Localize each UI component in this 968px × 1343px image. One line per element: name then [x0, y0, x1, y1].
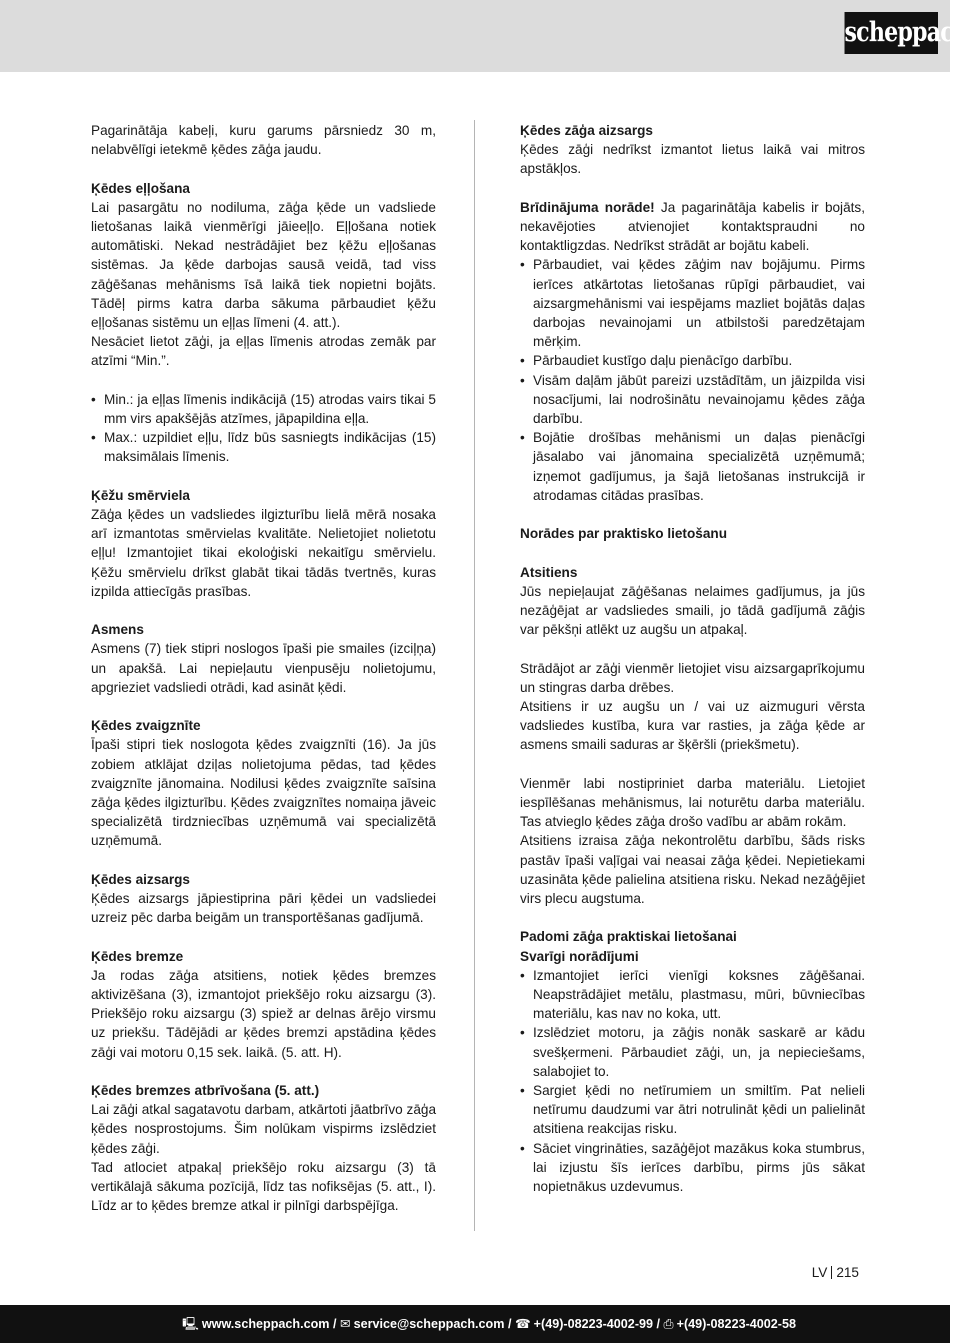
section-title-blade: Asmens — [91, 622, 144, 638]
list-item: • Max.: uzpildiet eļļu, līdz būs sasniegts indikācijas (15) maksimālais līmenis. — [91, 428, 436, 466]
envelope-icon: ✉ — [340, 1317, 351, 1331]
footer-separator: / — [329, 1317, 340, 1331]
list-item: • Visām daļām jābūt pareizi uzstādītām, un jāizpilda visi nosacījumi, lai nodrošinātu nevainojamu ķēdes zāģa darbību. — [520, 371, 865, 429]
footer-fax: +(49)-08223-4002-58 — [676, 1317, 796, 1331]
list-item: • Pārbaudiet, vai ķēdes zāģim nav bojājumu. Pirms ierīces atkārtotas lietošanas rūpīgi pārbaudiet, vai aizsargmehānismi vai iespējams mazliet bojātās daļas darbojas nevainojami un atbilstoši paredzētajam mērķim. — [520, 255, 865, 351]
kickback-text-2: Strādājot ar zāģi vienmēr lietojiet visu aizsargaprīkojumu un stingras darba drēbes. — [520, 660, 865, 695]
header-bar — [0, 0, 968, 72]
section-title-sprocket: Ķēdes zvaigznīte — [91, 718, 201, 734]
chain-lubrication-text: Lai pasargātu no nodiluma, zāģa ķēde un vadsliede lietošanas laikā vienmērīgi jāieeļļo. Eļļošana notiek automātiski. Nekad nestrādājiet bez ķēžu eļļošanas sistēmas. Ja ķēde darbojas sausā veidā, tad viss zāģēšanas mehānisms īsā laikā tiek nopietni bojāts. Tādēļ pirms katra darba sākuma pārbaudiet ķēžu eļļošanas sistēmu un eļļas līmeni (4. att.). — [91, 199, 436, 331]
section-title-chain-lubricant: Ķēžu smērviela — [91, 487, 190, 503]
footer-website[interactable]: www.scheppach.com — [201, 1317, 330, 1331]
scheppach-logo: scheppach — [845, 12, 938, 54]
list-item: • Izslēdziet motoru, ja zāģis nonāk saskarē ar kādu svešķermeni. Pārbaudiet zāģi, un, ja nepieciešams, salabojiet to. — [520, 1023, 865, 1081]
tips-list — [520, 966, 865, 1196]
sprocket-text: Īpaši stipri tiek noslogota ķēdes zvaigznīti (16). Ja jūs zobiem atklājat dziļas nolietojuma pēdas, tad ķēdes zvaigznīte jānomaina. Nodilusi ķēdes zvaigznīte saīsina zāģa ķēdes ilgizturību. Ķēdes zvaigznītes nomaiņa jāveic specializētā tirdzniecības uzņēmumā vai specializētā uzņēmumā. — [91, 737, 436, 849]
section-title-brake-release: Ķēdes bremzes atbrīvošana (5. att.) — [91, 1083, 320, 1099]
list-item: • Min.: ja eļļas līmenis indikācijā (15) atrodas vairs tikai 5 mm virs apakšējās atzīmes, jāpapildina eļļa. — [91, 390, 436, 428]
chain-lubrication-text-2: Nesāciet lietot zāģi, ja eļļas līmenis atrodas zemāk par atzīmi “Min.”. — [91, 334, 436, 369]
oil-level-list — [91, 390, 436, 467]
chainsaw-guard-text: Ķēdes zāģi nedrīkst izmantot lietus laikā vai mitros apstākļos. — [520, 142, 865, 177]
column-divider — [474, 120, 475, 1231]
list-item: • Bojātie drošības mehānismi un daļas pienācīgi jāsalabo vai jānomaina specializētā uzņēmumā; izņemot gadījumus, ja šajā lietošanas instrukcijā ir atrodamas citādas prasības. — [520, 428, 865, 505]
footer-bar — [0, 1305, 950, 1343]
section-subtitle-important: Svarīgi norādījumi — [520, 948, 639, 964]
list-item: • Izmantojiet ierīci vienīgi koksnes zāģēšanai. Neapstrādājiet metālu, plastmasu, mūri, būvniecības materiālu, kas nav no koka, utt. — [520, 966, 865, 1024]
section-title-tips: Padomi zāģa praktiskai lietošanai — [520, 929, 737, 945]
chain-brake-text: Ja rodas zāģa atsitiens, notiek ķēdes bremzes aktivizēšana (3), izmantojot priekšējo roku aizsargu (3). Priekšējo roku aizsargu (3) spiež ar delnas ārējo virsmu uz priekšu. Tādējādi ar ķēdes bremzi apstādina ķēdes zāģi vai motoru 0,15 sek. laikā. (5. att. H). — [91, 967, 436, 1060]
page-number — [812, 1265, 859, 1280]
list-item: • Sargiet ķēdi no netīrumiem un smiltīm. Pat nelieli netīrumu daudzumi var ātri notrulināt ķēdi un palielināt atsitiena reakcijas risku. — [520, 1081, 865, 1139]
chain-lubricant-text: Zāģa ķēdes un vadsliedes ilgizturību lielā mērā nosaka arī izmantotas smērvielas kvalitāte. Nelietojiet nolietotu eļļu! Izmantojiet tikai ekoloģiski nekaitīgu smērvielu. Ķēžu smērvielu drīkst glabāt tikai tādās tvertnēs, kuras izpilda attiecīgās prasības. — [91, 507, 436, 599]
kickback-text-1: Jūs nepieļaujat zāģēšanas nelaimes gadījumus, ja jūs nezāģējat ar vadsliedes smaili, jo tādā gadījumā zāģis var pēkšņi atlēkt uz augšu un atpakaļ. — [520, 583, 865, 638]
warning-text: Ja pagarinātāja kabelis ir bojāts, nekavējoties atvienojiet kontaktspraudni no kontaktligzdas. Nedrīkst strādāt ar bojātu kabeli. — [520, 199, 865, 254]
list-item: • Pārbaudiet kustīgo daļu pienācīgo darbību. — [520, 351, 865, 370]
section-title-chain-brake: Ķēdes bremze — [91, 948, 184, 964]
page-language: LV — [811, 1265, 828, 1280]
kickback-text-5: Atsitiens izraisa zāģa nekontrolētu darbību, šāds risks pastāv īpaši vaļīgai vai neasai zāģa ķēdei. Nepietiekami uzasināta ķēde palielina atsitiena risku. Nekad nezāģējiet virs plecu augstuma. — [520, 833, 865, 907]
warning-paragraph — [520, 198, 865, 256]
brake-release-text: Lai zāģi atkal sagatavotu darbam, atkārtoti jāatbrīvo zāģa ķēdes nosprostojums. Šim nolūkam vispirms izslēdziet ķēdes zāģi. — [91, 1102, 436, 1156]
section-title-kickback: Atsitiens — [520, 564, 578, 580]
computer-icon: 🖳 — [182, 1317, 199, 1331]
list-item: • Sāciet vingrināties, sazāģējot mazākus koka stumbrus, lai izjustu šīs ierīces darbību, pirms jūs sākat nopietnākus uzdevumus. — [520, 1139, 865, 1197]
left-column — [91, 121, 436, 1215]
section-title-chainsaw-guard: Ķēdes zāģa aizsargs — [520, 123, 653, 138]
kickback-text-4: Vienmēr labi nostipriniet darba materiālu. Lietojiet iespīlēšanas mehānismus, lai noturētu darba materiālu. Tas atvieglo ķēdes zāģa drošo vadību ar abām rokām. — [520, 775, 865, 830]
right-column — [520, 121, 865, 1196]
section-title-chain-lubrication: Ķēdes eļļošana — [91, 180, 190, 196]
intro-paragraph: Pagarinātāja kabeļi, kuru garums pārsniedz 30 m, nelabvēlīgi ietekmē ķēdes zāģa jaudu. — [91, 123, 436, 158]
footer-separator: / — [653, 1317, 664, 1331]
footer-phone: +(49)-08223-4002-99 — [533, 1317, 654, 1331]
chain-guard-text: Ķēdes aizsargs jāpiestiprina pāri ķēdei un vadsliedei uzreiz pēc darba beigām un transportēšanas gadījumā. — [91, 891, 436, 926]
kickback-text-3: Atsitiens ir uz augšu un / vai uz aizmuguri vērsta vadsliedes kustība, kura var rasties, ja zāģa ķēde ar asmens smaili saduras ar šķēršli (priekšmetu). — [520, 699, 865, 753]
section-title-chain-guard: Ķēdes aizsargs — [91, 871, 190, 887]
blade-text: Asmens (7) tiek stipri noslogos īpaši pie smailes (izciļņa) un apakšā. Lai nepieļautu vienpusēju nolietojumu, apgrieziet vadsliedi otrādi, kad asināt ķēdi. — [91, 641, 436, 695]
page-number-value: 215 — [836, 1265, 859, 1280]
section-title-practical-notes: Norādes par praktisko lietošanu — [520, 526, 727, 542]
footer-email[interactable]: service@scheppach.com — [353, 1317, 505, 1331]
inspection-list — [520, 255, 865, 505]
footer-separator: / — [504, 1317, 515, 1331]
warning-label: Brīdinājuma norāde! — [520, 199, 655, 215]
page-number-separator — [831, 1266, 832, 1279]
brake-release-text-2: Tad atlociet atpakaļ priekšējo roku aizsargu (3) tā vertikālajā sākuma pozīcijā, līdz tas nofiksējas (5. att., I). Līdz ar to ķēdes bremze atkal ir pilnīgi darbspējīga. — [91, 1159, 436, 1214]
fax-icon: ⎙ — [663, 1317, 674, 1331]
phone-icon: ☎ — [514, 1317, 531, 1331]
